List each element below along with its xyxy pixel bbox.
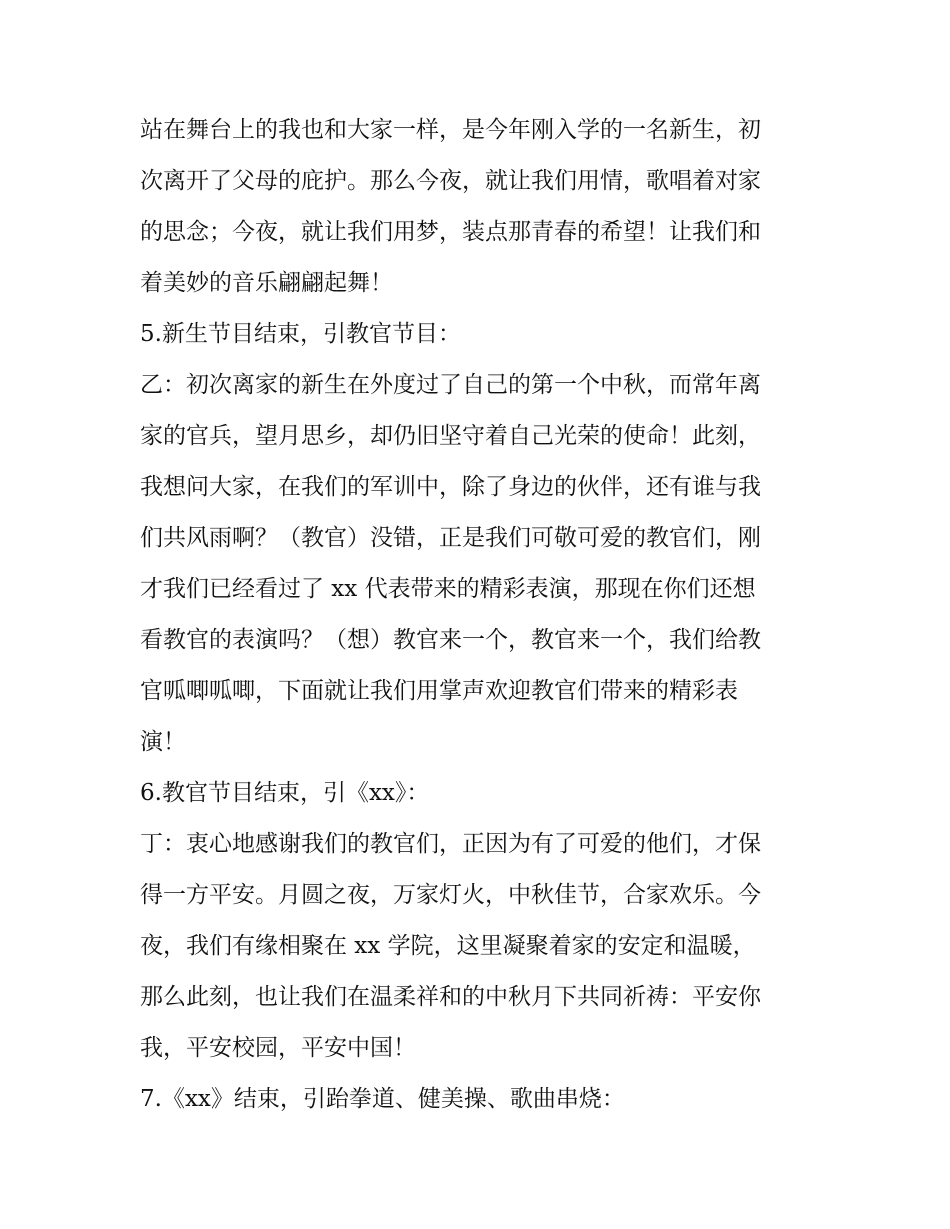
text-line: 乙：初次离家的新生在外度过了自己的第一个中秋，而常年离 bbox=[140, 372, 761, 398]
text-line: 站在舞台上的我也和大家一样，是今年刚入学的一名新生，初 bbox=[140, 117, 761, 143]
section-heading: 6.教官节目结束，引《xx》： bbox=[140, 780, 430, 806]
text-line: 次离开了父母的庇护。那么今夜，就让我们用情，歌唱着对家 bbox=[140, 168, 761, 194]
text-line: 夜，我们有缘相聚在 xx 学院，这里凝聚着家的安定和温暖， bbox=[140, 933, 756, 959]
text-line: 家的官兵，望月思乡，却仍旧坚守着自己光荣的使命！此刻， bbox=[140, 423, 761, 449]
text-line: 们共风雨啊？（教官）没错，正是我们可敬可爱的教官们，刚 bbox=[140, 525, 761, 551]
text-line: 的思念；今夜，就让我们用梦，装点那青春的希望！让我们和 bbox=[140, 219, 761, 245]
section-heading: 5.新生节目结束，引教官节目： bbox=[140, 321, 461, 347]
text-line: 我想问大家，在我们的军训中，除了身边的伙伴，还有谁与我 bbox=[140, 474, 761, 500]
text-line: 那么此刻，也让我们在温柔祥和的中秋月下共同祈祷：平安你 bbox=[140, 984, 761, 1010]
text-line: 着美妙的音乐翩翩起舞！ bbox=[140, 270, 393, 296]
text-line: 得一方平安。月圆之夜，万家灯火，中秋佳节，合家欢乐。今 bbox=[140, 882, 761, 908]
text-line: 才我们已经看过了 xx 代表带来的精彩表演，那现在你们还想 bbox=[140, 576, 756, 602]
text-line: 官呱唧呱唧，下面就让我们用掌声欢迎教官们带来的精彩表 bbox=[140, 678, 738, 704]
text-line: 丁：衷心地感谢我们的教官们，正因为有了可爱的他们，才保 bbox=[140, 831, 761, 857]
section-heading: 7.《xx》结束，引跆拳道、健美操、歌曲串烧： bbox=[140, 1086, 625, 1112]
document-body bbox=[140, 105, 820, 1125]
text-line: 演！ bbox=[140, 729, 186, 755]
text-line: 看教官的表演吗？（想）教官来一个，教官来一个，我们给教 bbox=[140, 627, 761, 653]
text-line: 我，平安校园，平安中国！ bbox=[140, 1035, 416, 1061]
